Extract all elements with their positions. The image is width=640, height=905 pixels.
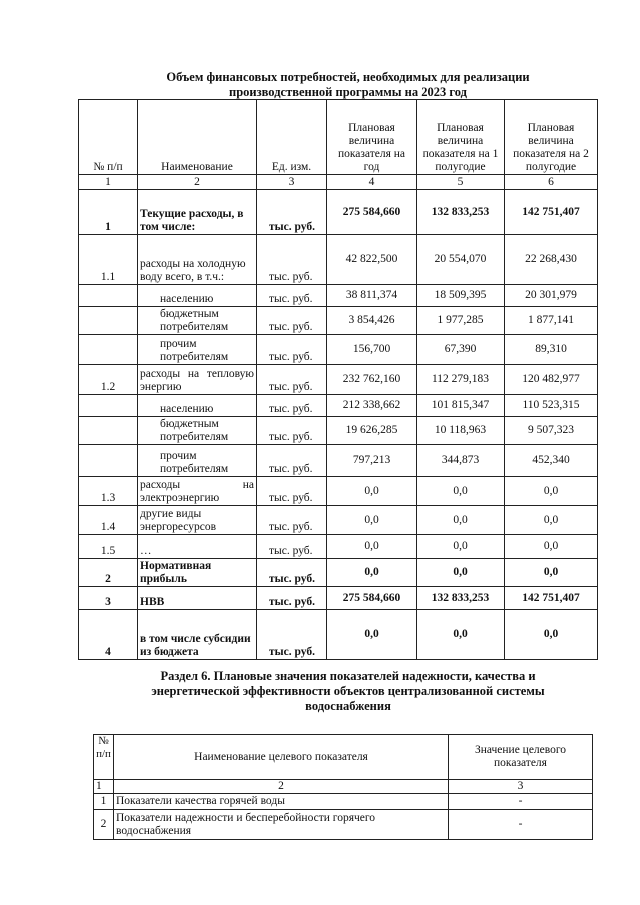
table-row [79, 587, 598, 610]
row-name: НВВ [138, 587, 257, 610]
table-row [79, 610, 598, 660]
row-half2-value: 0,0 [505, 610, 598, 660]
row-name: прочим потребителям [138, 445, 257, 477]
table-row [79, 535, 598, 559]
row-unit: тыс. руб. [257, 610, 327, 660]
row-unit: тыс. руб. [257, 365, 327, 395]
row-half2-value: 9 507,323 [505, 417, 598, 445]
row-half1-value: 67,390 [417, 335, 505, 365]
row-value: - [449, 794, 593, 810]
row-name: расходы на тепловую энергию [138, 365, 257, 395]
row-year-value: 212 338,662 [327, 395, 417, 417]
row-year-value: 275 584,660 [327, 190, 417, 235]
row-name: населению [138, 285, 257, 307]
row-num: 1 [94, 794, 114, 810]
header-half1: Плановая величина показателя на 1 полугодие [417, 100, 505, 175]
header-num: № п/п [94, 735, 114, 780]
row-half2-value: 0,0 [505, 535, 598, 559]
row-half2-value: 0,0 [505, 559, 598, 587]
row-name: другие виды энергоресурсов [138, 506, 257, 535]
header-year: Плановая величина показателя на год [327, 100, 417, 175]
row-half2-value: 142 751,407 [505, 190, 598, 235]
row-year-value: 42 822,500 [327, 235, 417, 285]
row-num [79, 395, 138, 417]
row-unit: тыс. руб. [257, 445, 327, 477]
row-half2-value: 142 751,407 [505, 587, 598, 610]
table-row [79, 235, 598, 285]
row-num [79, 445, 138, 477]
table-header-row [79, 100, 598, 175]
row-unit: тыс. руб. [257, 506, 327, 535]
column-index-row [79, 175, 598, 190]
table-row [79, 335, 598, 365]
row-half1-value: 132 833,253 [417, 190, 505, 235]
row-num: 4 [79, 610, 138, 660]
col-index: 6 [505, 175, 598, 190]
row-num: 2 [94, 810, 114, 840]
row-half2-value: 0,0 [505, 506, 598, 535]
col-index: 2 [138, 175, 257, 190]
row-num: 1 [79, 190, 138, 235]
header-name: Наименование [138, 100, 257, 175]
row-num: 2 [79, 559, 138, 587]
header-name: Наименование целевого показателя [114, 735, 449, 780]
section6-title: Раздел 6. Плановые значения показателей надежности, качества и энергетической эффективности объектов централизованной системы водоснабжения [151, 669, 545, 713]
row-unit: тыс. руб. [257, 417, 327, 445]
row-num [79, 285, 138, 307]
table-body [79, 190, 598, 660]
title-line-2: производственной программы на 2023 год [229, 85, 467, 99]
col-index: 2 [114, 780, 449, 794]
row-unit: тыс. руб. [257, 587, 327, 610]
row-num: 1.4 [79, 506, 138, 535]
row-unit: тыс. руб. [257, 335, 327, 365]
column-index-row [94, 780, 593, 794]
row-year-value: 275 584,660 [327, 587, 417, 610]
table-row [94, 794, 593, 810]
row-unit: тыс. руб. [257, 559, 327, 587]
header-value: Значение целевого показателя [449, 735, 593, 780]
col-index: 3 [257, 175, 327, 190]
row-half2-value: 20 301,979 [505, 285, 598, 307]
table-row [79, 285, 598, 307]
row-name: прочим потребителям [138, 335, 257, 365]
row-num [79, 307, 138, 335]
row-name: расходы на электроэнергию [138, 477, 257, 506]
row-year-value: 156,700 [327, 335, 417, 365]
col-index: 1 [79, 175, 138, 190]
row-name: Текущие расходы, в том числе: [138, 190, 257, 235]
row-half1-value: 10 118,963 [417, 417, 505, 445]
title-line-1: Объем финансовых потребностей, необходимых для реализации [166, 70, 530, 84]
target-indicators-table [93, 734, 593, 840]
row-unit: тыс. руб. [257, 190, 327, 235]
row-name: Показатели качества горячей воды [114, 794, 449, 810]
row-name: Нормативная прибыль [138, 559, 257, 587]
table-row [79, 365, 598, 395]
row-year-value: 232 762,160 [327, 365, 417, 395]
table-row [79, 417, 598, 445]
row-half2-value: 22 268,430 [505, 235, 598, 285]
row-num: 1.3 [79, 477, 138, 506]
row-num [79, 417, 138, 445]
header-half2: Плановая величина показателя на 2 полугодие [505, 100, 598, 175]
table-header-row [94, 735, 593, 780]
row-num [79, 335, 138, 365]
table-row [79, 477, 598, 506]
row-num: 3 [79, 587, 138, 610]
row-year-value: 0,0 [327, 559, 417, 587]
row-half2-value: 452,340 [505, 445, 598, 477]
row-half1-value: 18 509,395 [417, 285, 505, 307]
row-half1-value: 0,0 [417, 535, 505, 559]
row-half1-value: 1 977,285 [417, 307, 505, 335]
row-num: 1.2 [79, 365, 138, 395]
table-row [79, 307, 598, 335]
row-half1-value: 112 279,183 [417, 365, 505, 395]
row-num: 1.5 [79, 535, 138, 559]
table-row [79, 395, 598, 417]
col-index: 3 [449, 780, 593, 794]
row-half1-value: 0,0 [417, 610, 505, 660]
row-name: в том числе субсидии из бюджета [138, 610, 257, 660]
row-half1-value: 0,0 [417, 506, 505, 535]
row-half1-value: 0,0 [417, 477, 505, 506]
row-name: бюджетным потребителям [138, 307, 257, 335]
row-year-value: 797,213 [327, 445, 417, 477]
col-index: 5 [417, 175, 505, 190]
table-row [79, 445, 598, 477]
header-num: № п/п [79, 100, 138, 175]
row-year-value: 38 811,374 [327, 285, 417, 307]
row-half1-value: 344,873 [417, 445, 505, 477]
row-name: Показатели надежности и бесперебойности горячего водоснабжения [114, 810, 449, 840]
row-year-value: 0,0 [327, 535, 417, 559]
row-unit: тыс. руб. [257, 477, 327, 506]
row-half2-value: 1 877,141 [505, 307, 598, 335]
row-num: 1.1 [79, 235, 138, 285]
table-row [79, 506, 598, 535]
row-year-value: 0,0 [327, 477, 417, 506]
table-row [79, 190, 598, 235]
financial-needs-title [78, 70, 618, 100]
row-year-value: 19 626,285 [327, 417, 417, 445]
row-name: населению [138, 395, 257, 417]
row-unit: тыс. руб. [257, 285, 327, 307]
row-unit: тыс. руб. [257, 235, 327, 285]
table-row [94, 810, 593, 840]
col-index: 1 [94, 780, 114, 794]
financial-needs-table [78, 99, 598, 660]
row-half1-value: 0,0 [417, 559, 505, 587]
row-value: - [449, 810, 593, 840]
row-name: расходы на холодную воду всего, в т.ч.: [138, 235, 257, 285]
row-half1-value: 101 815,347 [417, 395, 505, 417]
col-index: 4 [327, 175, 417, 190]
row-unit: тыс. руб. [257, 535, 327, 559]
row-year-value: 0,0 [327, 610, 417, 660]
row-year-value: 0,0 [327, 506, 417, 535]
row-half2-value: 110 523,315 [505, 395, 598, 417]
table-row [79, 559, 598, 587]
row-half1-value: 132 833,253 [417, 587, 505, 610]
row-name: … [138, 535, 257, 559]
row-half2-value: 89,310 [505, 335, 598, 365]
row-half1-value: 20 554,070 [417, 235, 505, 285]
row-year-value: 3 854,426 [327, 307, 417, 335]
header-unit: Ед. изм. [257, 100, 327, 175]
row-name: бюджетным потребителям [138, 417, 257, 445]
row-unit: тыс. руб. [257, 307, 327, 335]
row-half2-value: 120 482,977 [505, 365, 598, 395]
row-unit: тыс. руб. [257, 395, 327, 417]
row-half2-value: 0,0 [505, 477, 598, 506]
